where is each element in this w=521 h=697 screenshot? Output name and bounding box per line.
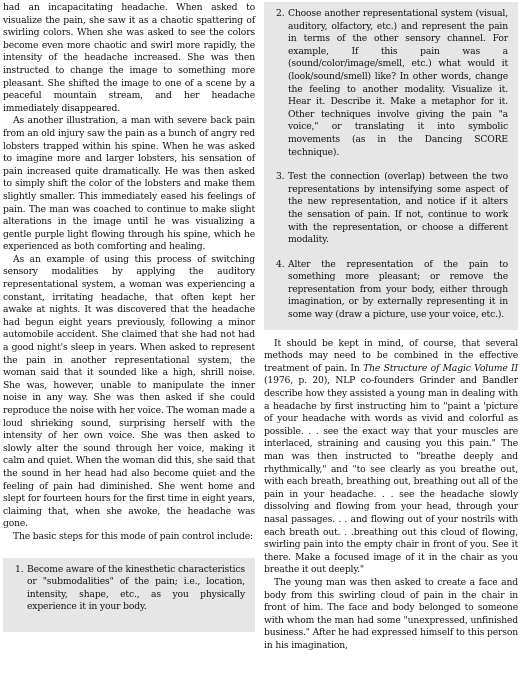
paragraph-structure-of-magic (264, 338, 518, 577)
steps-box-1 (3, 558, 255, 632)
steps-box-2 (264, 2, 518, 330)
paragraph-headache-colors: had an incapacitating headache. When asked to visualize the pain, she saw it as a chaotic spattering of swirling colors. When she was asked to see the colors become even more chaotic and swirl more rapidly, the intensity of the headache increased. She was then instructed to change the image to something more pleasant. She shifted the image to one of a scene by a peaceful mountain stream, and her headache immediately disappeared. (3, 2, 255, 114)
step-text: Become aware of the kinesthetic characteristics or "submodalities" of the pain; i.e., location, intensity, shape, etc., as you physically experience it in your body. (27, 563, 245, 613)
step-item (276, 171, 508, 247)
left-column (3, 2, 255, 632)
step-item (276, 8, 508, 159)
step-text: Alter the representation of the pain to something more pleasant; or remove the representation from your body, either through imagination, or by externally representing it in some way (draw a picture, use your voice, etc.). (288, 258, 508, 321)
step-item (276, 259, 508, 322)
paragraph-auditory-example: As an example of using this process of switching sensory modalities by applying the auditory representational system, a woman was experiencing a constant, irritating headache, that often kept her awake at nights. It was discovered that the headache had begun eight years previously, following a minor automobile accident. She claimed that she had not had a good night's sleep in years. When asked to represent the pain in another representational system, the woman said that it sounded like a high, shrill noise. She was, however, unable to manipulate the inner noise in any way. She was then asked if she could reproduce the noise with her voice. The woman made a loud shrieking sound, surprising herself with the intensity of her own voice. She was then asked to slowly alter the sound through her voice, making it calm and quiet. When the woman did this, she said that the sound in her head had also become quiet and the feeling of pain had diminished. She went home and slept for fourteen hours for the first time in eight years, claiming that, when she awoke, the headache was gone. (3, 253, 255, 530)
step-item (15, 564, 245, 614)
paragraph-text-part: (1976, p. 20), NLP co-founders Grinder and Bandler describe how they assisted a young man in dealing with a headache by first instructing him to "paint a 'picture of your headache with words as vivid and colorful as possible. . . see the exact way that your muscles are interlaced, straining and causing you this pain." The man was then instructed to "breathe deeply and rhythmically," and "to see clearly as you breathe out, with each breath, breathing out, breathing out all of the pain in your headache. . . see the headache slowly dissolving and flowing from your head, through your nasal passages. . . and flowing out of your nostrils with each breath out. . .breathing out this cloud of flowing, swirling pain into the empty chair in front of you. See it there. Make a focused image of it in the chair as you breathe it out deeply." (264, 375, 518, 576)
paragraph-basic-steps-intro: The basic steps for this mode of pain control include: (13, 530, 253, 542)
paragraph-text-part: It should be kept in mind, of course, that several methods may need to be combined in the effective treatment of pain. In (264, 337, 518, 374)
step-number: 2. (276, 8, 285, 19)
book-title: The Structure of Magic Volume II (363, 362, 518, 374)
paragraph-lobsters: As another illustration, a man with severe back pain from an old injury saw the pain as a bunch of angry red lobsters trapped within his spine. When he was asked to imagine more and larger lobsters, his sensation of pain increased quite dramatically. He was then asked to simply shift the color of the lobsters and make them slightly smaller. This immediately eased his feelings of pain. The man was coached to continue to make slight alterations in the image until he was visualizing a gentle purple light flowing through his spine, which he experienced as both comforting and healing. (3, 115, 255, 253)
paragraph-young-man: The young man was then asked to create a face and body from this swirling cloud of pain in the chair in front of him. The face and body belonged to someone with whom the man had some "unexpressed, unfinished business." After he had expressed himself to this person in his imagination, (264, 576, 518, 651)
step-number: 3. (276, 171, 285, 183)
right-column (264, 2, 518, 653)
step-text: Choose another representational system (visual, auditory, olfactory, etc.) and represent the pain in terms of the other sensory channel. For example, If this pain was a (sound/color/image/smell, etc.) what would it (look/sound/smell) like? In other words, change the feeling to another modality. Visualize it. Hear it. Describe it. Make a metaphor for it. Other techniques involve giving the pain "a voice," or translating it into symbolic movements (as in the Dancing SCORE technique). (288, 8, 508, 158)
step-number: 1. (15, 563, 24, 575)
step-text: Test the connection (overlap) between the two representations by intensifying some aspect of the new representation, and notice if it alters the sensation of pain. If not, continue to work with the representation, or choose a different modality. (288, 171, 508, 246)
step-number: 4. (276, 258, 285, 270)
